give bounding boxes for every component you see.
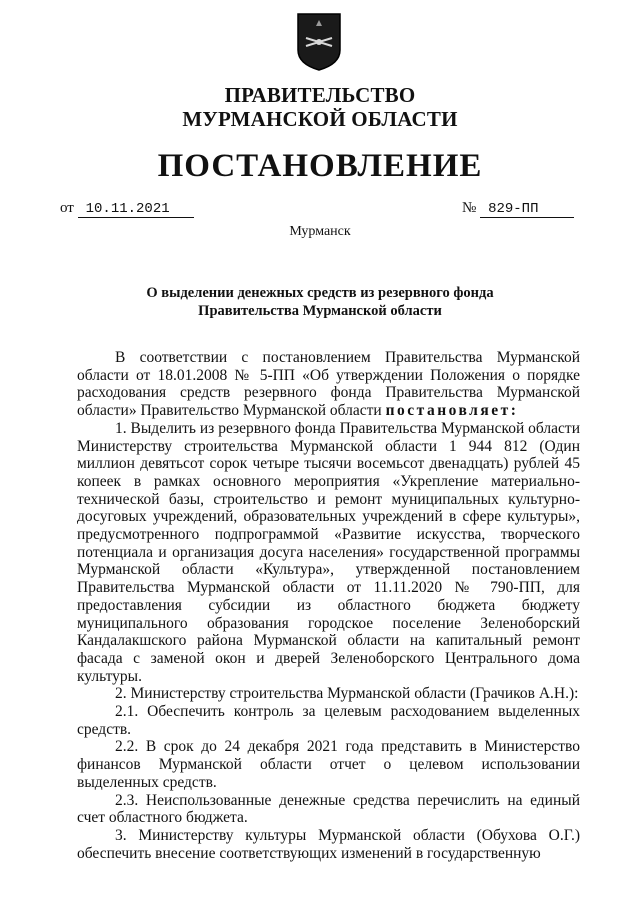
resolve-word: постановляет: [385, 402, 519, 420]
subject-line2: Правительства Мурманской области [198, 303, 442, 319]
org-name-line2: МУРМАНСКОЙ ОБЛАСТИ [182, 107, 458, 131]
number-row [462, 200, 574, 218]
org-name-line1: ПРАВИТЕЛЬСТВО [224, 83, 416, 107]
paragraph-1: 1. Выделить из резервного фонда Правительства Мурманской области Министерству строительства Мурманской области 1 944 812 (Один миллион девятьсот сорок четыре тысячи восемьсот двенадцать) рублей 45 копеек в рамках основного мероприятия «Укрепление материально-технической базы, строительство и ремонт муниципальных культурно-досуговых учреждений, образовательных учреждений в сфере культуры», предусмотренного подпрограммой «Развитие искусства, творческого потенциала и организация досуга населения» государственной программы Мурманской области «Культура», утвержденной постановлением Правительства Мурманской области от 11.11.2020 № 790-ПП, для предоставления субсидии из областного бюджета бюджету муниципального образования городское поселение Зеленоборский Кандалакшского района Мурманской области на капитальный ремонт фасада с заменой окон и дверей Зеленоборского Центрального дома культуры. [77, 419, 580, 685]
coat-of-arms-icon [296, 12, 342, 72]
paragraph-2-3: 2.3. Неиспользованные денежные средства перечислить на единый счет областного бюджета. [77, 791, 580, 827]
date-row [60, 200, 194, 218]
paragraph-2: 2. Министерству строительства Мурманской области (Грачиков А.Н.): [115, 685, 579, 703]
preamble-text: В соответствии с постановлением Правительства Мурманской области от 18.01.2008 № 5-ПП «Об утверждении Положения о порядке расходования средств резервного фонда Правительства Мурманской области» Правительство Мурманской области [77, 349, 580, 420]
paragraph-2-2: 2.2. В срок до 24 декабря 2021 года представить в Министерство финансов Мурманской области отчет о целевом использовании выделенных средств. [77, 738, 580, 791]
document-date: 10.11.2021 [78, 201, 194, 218]
document-body [77, 349, 580, 862]
subject-line1: О выделении денежных средств из резервного фонда [146, 285, 494, 301]
paragraph-2-1: 2.1. Обеспечить контроль за целевым расходованием выделенных средств. [77, 703, 580, 738]
paragraph-3: 3. Министерству культуры Мурманской области (Обухова О.Г.) обеспечить внесение соответствующих изменений в государственную [77, 826, 580, 862]
city: Мурманск [289, 224, 351, 239]
document-type: ПОСТАНОВЛЕНИЕ [157, 148, 483, 184]
document-number: 829-ПП [480, 201, 574, 218]
preamble-paragraph [77, 349, 580, 420]
date-prefix: от [60, 200, 74, 216]
document-subject [90, 284, 550, 320]
number-prefix: № [462, 200, 477, 216]
